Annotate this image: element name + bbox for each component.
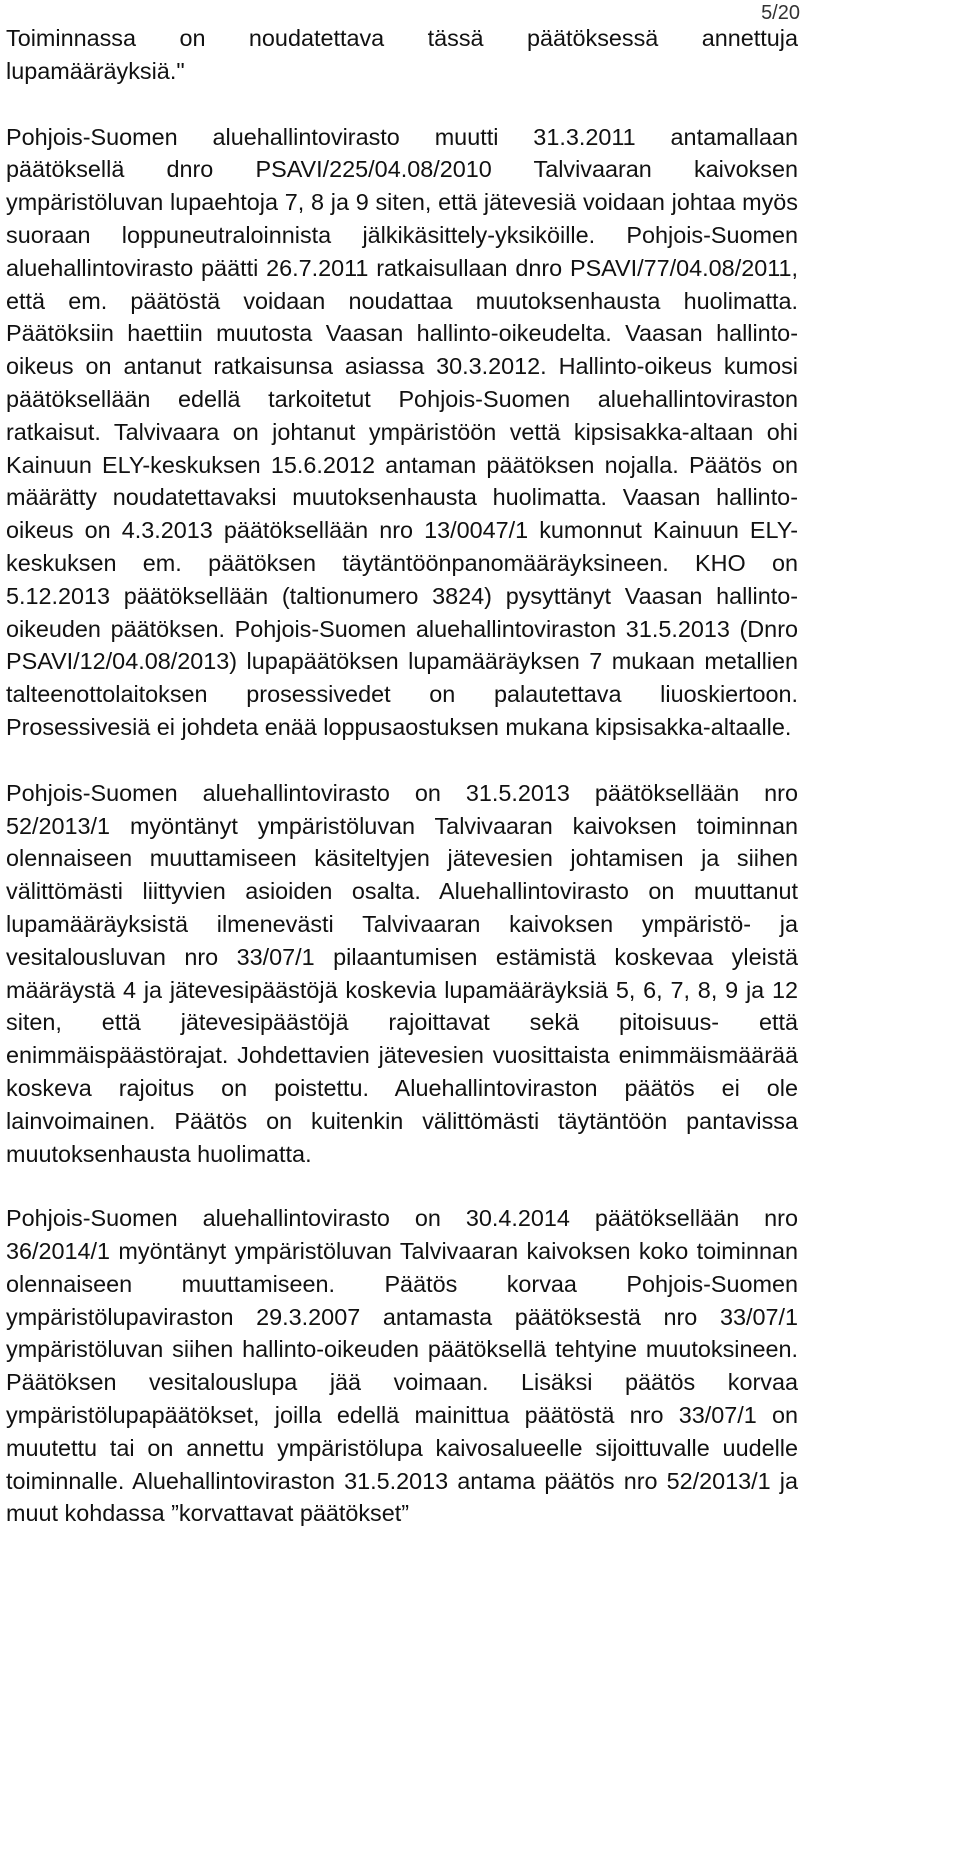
- paragraph-permit-conditions-note: Toiminnassa on noudatettava tässä päätöksessä annettuja lupamääräyksiä.": [6, 25, 798, 84]
- paragraph-regulatory-history: Pohjois-Suomen aluehallintovirasto muutti 31.3.2011 antamallaan päätöksellä dnro PSAVI/225/04.08/2010 Talvivaaran kaivoksen ympäristöluvan lupaehtoja 7, 8 ja 9 siten, että jätevesiä voidaan johtaa myös suoraan loppuneutraloinnista jälkikäsittely-yksiköille. Pohjois-Suomen aluehallintovirasto päätti 26.7.2011 ratkaisullaan dnro PSAVI/77/04.08/2011, että em. päätöstä voidaan noudattaa muutoksenhausta huolimatta. Päätöksiin haettiin muutosta Vaasan hallinto-oikeudelta. Vaasan hallinto-oikeus on antanut ratkaisunsa asiassa 30.3.2012. Hallinto-oikeus kumosi päätöksellään edellä tarkoitetut Pohjois-Suomen aluehallintoviraston ratkaisut. Talvivaara on johtanut ympäristöön vettä kipsisakka-altaan ohi Kainuun ELY-keskuksen 15.6.2012 antaman päätöksen nojalla. Päätös on määrätty noudatettavaksi muutoksenhausta huolimatta. Vaasan hallinto-oikeus on 4.3.2013 päätöksellään nro 13/0047/1 kumonnut Kainuun ELY-keskuksen em. päätöksen täytäntöönpanomääräyksineen. KHO on 5.12.2013 päätöksellään (taltionumero 3824) pysyttänyt Vaasan hallinto-oikeuden päätöksen. Pohjois-Suomen aluehallintoviraston 31.5.2013 (Dnro PSAVI/12/04.08/2013) lupapäätöksen lupamääräyksen 7 mukaan metallien talteenottolaitoksen prosessivedet on palautettava liuoskiertoon. Prosessivesiä ei johdeta enää loppusaostuksen mukana kipsisakka-altaalle.: [6, 123, 798, 740]
- paragraph-2014-environmental-permit: Pohjois-Suomen aluehallintovirasto on 30.4.2014 päätöksellään nro 36/2014/1 myöntänyt ympäristöluvan Talvivaaran kaivoksen koko toiminnan olennaiseen muuttamiseen. Päätös korvaa Pohjois-Suomen ympäristölupaviraston 29.3.2007 antamasta päätöksestä nro 33/07/1 ympäristöluvan siihen hallinto-oikeuden päätöksellä tehtyine muutoksineen. Päätöksen vesitalouslupa jää voimaan. Lisäksi päätös korvaa ympäristölupapäätökset, joilla edellä mainittua päätöstä nro 33/07/1 on muutettu tai on annettu ympäristölupa kaivosalueelle sijoittuvalle uudelle toiminnalle. Aluehallintoviraston 31.5.2013 antama päätös nro 52/2013/1 ja muut kohdassa ”korvattavat päätökset”: [6, 1205, 798, 1527]
- page-number: 5/20: [761, 2, 800, 24]
- document-body: [6, 22, 798, 1563]
- paragraph-2013-wastewater-permit: Pohjois-Suomen aluehallintovirasto on 31.5.2013 päätöksellään nro 52/2013/1 myöntänyt ympäristöluvan Talvivaaran kaivoksen toiminnan olennaiseen muuttamiseen käsiteltyjen jätevesien johtamisen ja siihen välittömästi liittyvien asioiden osalta. Aluehallintovirasto on muuttanut lupamääräyksistä ilmenevästi Talvivaaran kaivoksen ympäristö- ja vesitalousluvan nro 33/07/1 pilaantumisen estämistä koskevaa yleistä määräystä 4 ja jätevesipäästöjä koskevia lupamääräyksiä 5, 6, 7, 8, 9 ja 12 siten, että jätevesipäästöjä rajoittavat sekä pitoisuus- että enimmäispäästörajat. Johdettavien jätevesien vuosittaista enimmäismäärää koskeva rajoitus on poistettu. Aluehallintoviraston päätös ei ole lainvoimainen. Päätös on kuitenkin välittömästi täytäntöön pantavissa muutoksenhausta huolimatta.: [6, 779, 798, 1167]
